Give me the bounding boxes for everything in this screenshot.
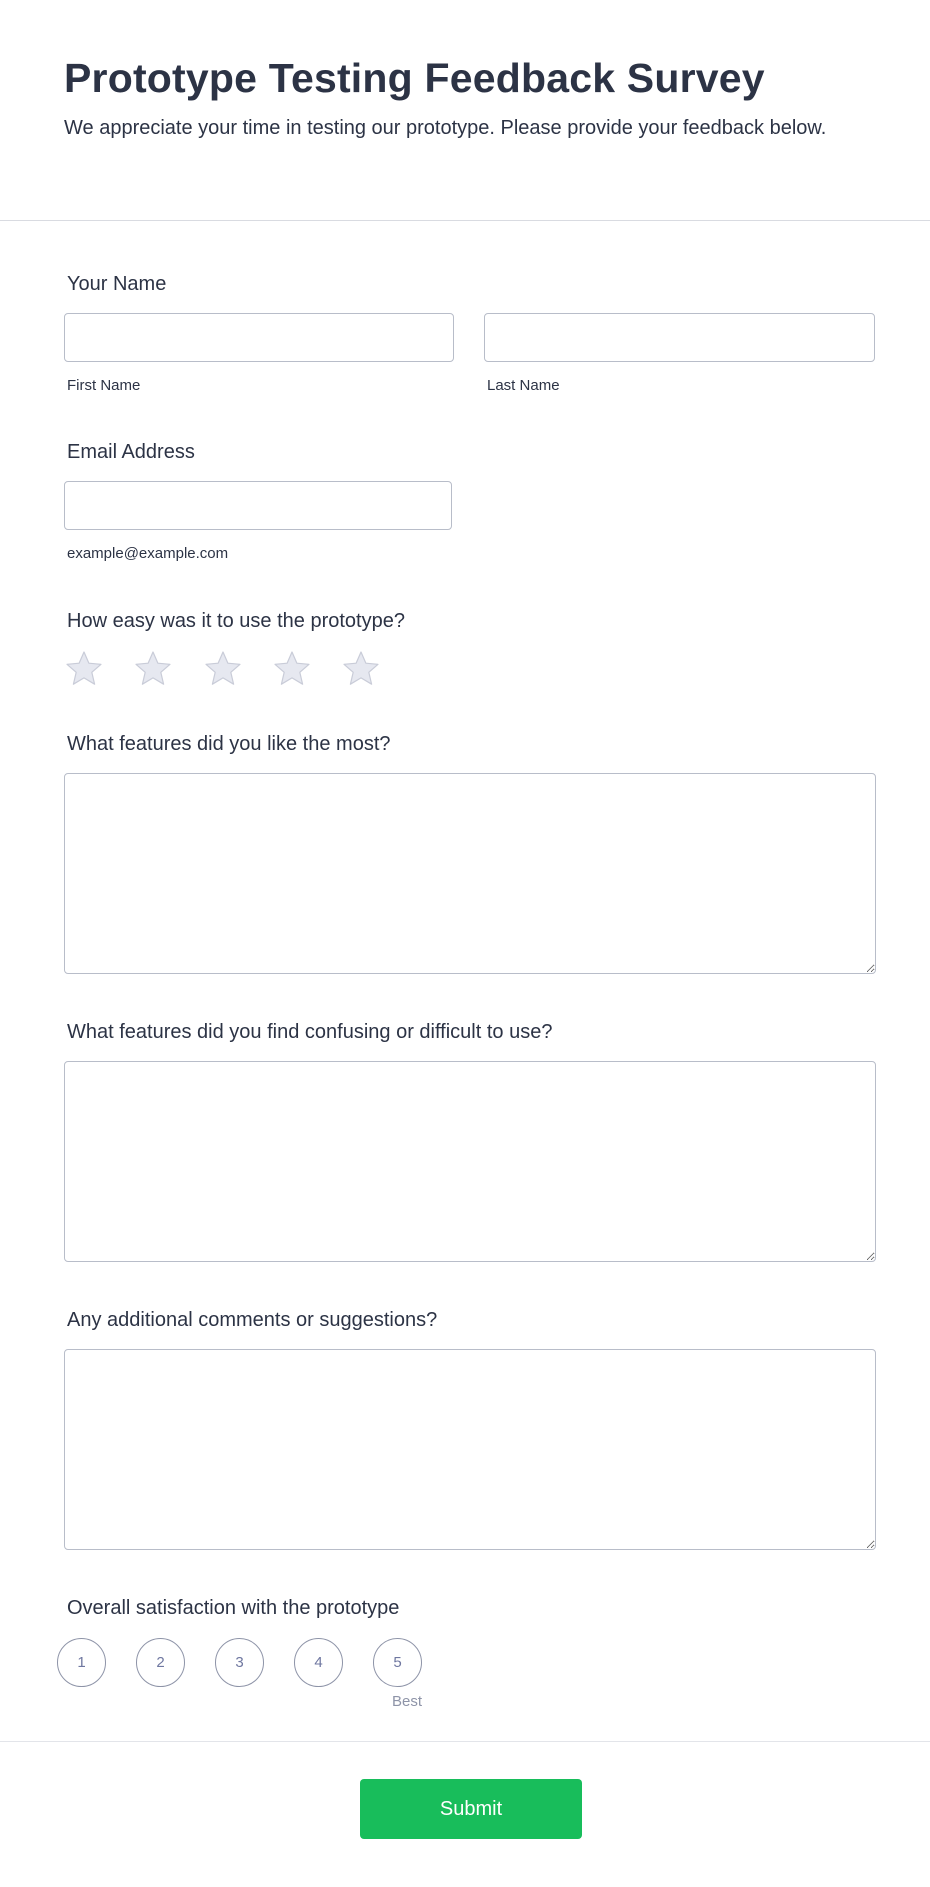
confusing-features-label: What features did you find confusing or difficult to use? (67, 1021, 553, 1043)
scale-option-1[interactable]: 1 (57, 1638, 106, 1687)
liked-features-label: What features did you like the most? (67, 733, 391, 755)
satisfaction-label: Overall satisfaction with the prototype (67, 1597, 400, 1619)
page-title: Prototype Testing Feedback Survey (64, 55, 765, 101)
last-name-input[interactable] (484, 313, 875, 362)
first-name-sublabel: First Name (67, 377, 141, 394)
comments-label: Any additional comments or suggestions? (67, 1309, 438, 1331)
scale-option-2[interactable]: 2 (136, 1638, 185, 1687)
star-2-icon[interactable] (133, 649, 173, 689)
confusing-features-textarea[interactable] (64, 1061, 876, 1262)
form-description: We appreciate your time in testing our prototype. Please provide your feedback below. (64, 117, 827, 139)
liked-features-textarea[interactable] (64, 773, 876, 974)
star-1-icon[interactable] (64, 649, 104, 689)
submit-button[interactable]: Submit (360, 1779, 582, 1839)
form-header (0, 0, 930, 221)
last-name-sublabel: Last Name (487, 377, 560, 394)
scale-option-4[interactable]: 4 (294, 1638, 343, 1687)
star-rating (64, 649, 394, 689)
email-sublabel: example@example.com (67, 545, 229, 562)
email-input[interactable] (64, 481, 452, 530)
scale-option-3[interactable]: 3 (215, 1638, 264, 1687)
first-name-input[interactable] (64, 313, 454, 362)
star-3-icon[interactable] (203, 649, 243, 689)
email-label: Email Address (67, 441, 195, 463)
comments-textarea[interactable] (64, 1349, 876, 1550)
scale-best-label: Best (392, 1693, 423, 1710)
name-label: Your Name (67, 273, 167, 295)
star-4-icon[interactable] (272, 649, 312, 689)
ease-label: How easy was it to use the prototype? (67, 610, 405, 632)
footer-divider (0, 1741, 930, 1742)
star-5-icon[interactable] (341, 649, 381, 689)
scale-option-5[interactable]: 5 (373, 1638, 422, 1687)
